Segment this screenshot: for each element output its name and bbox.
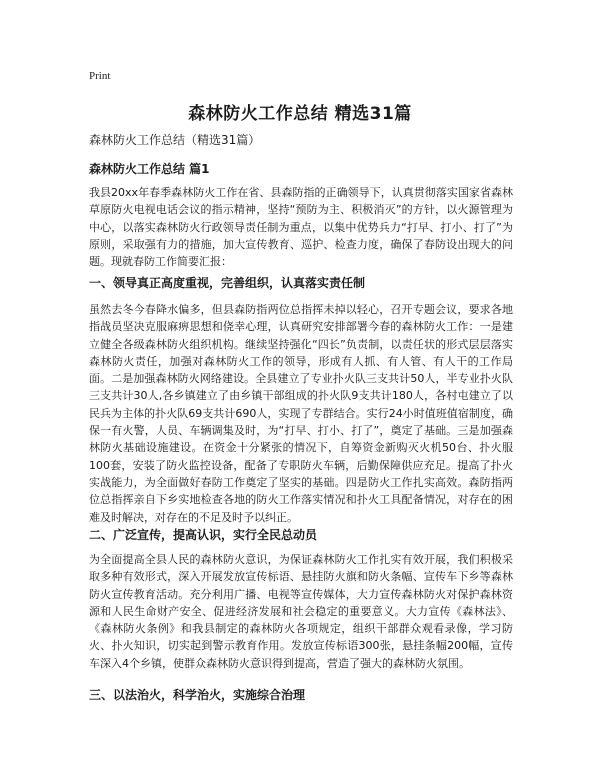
intro-paragraph: 我县20xx年春季森林防火工作在省、县森防指的正确领导下，认真贯彻落实国家省森林草原防火电视电话会议的指示精神，坚持“预防为主、积极消灭”的方针，以火源管理为中心，以落实森林防火行政领导责任制为重点，以集中优势兵力“打早、打小、打了”为原则，采取强有力的措施，加大宣传教育、巡护、检查力度，确保了春防设出现大的问题。现就春防工作简要汇报： (89, 186, 513, 269)
section-2-heading: 二、广泛宣传，提高认识，实行全民总动员 (89, 528, 318, 542)
print-label: Print (89, 70, 111, 82)
section-3-heading: 三、以法治火，科学治火，实施综合治理 (89, 688, 306, 702)
section-1-paragraph: 虽然去冬今春降水偏多，但县森防指两位总指挥未掉以轻心，召开专题会议，要求各地指战员坚决克服麻痹思想和侥幸心理，认真研究安排部署今春的森林防火工作：一是建立健全各级森林防火组织机构。继续坚持强化“四长”负责制，以责任状的形式层层落实森林防火责任，加强对森林防火工作的领导，形成有人抓、有人管、有人干的工作局面。二是加强森林防火网络建设。全县建立了专业扑火队三支共计50人，半专业扑火队三支共计30人,各乡镇建立了由乡镇干部组成的扑火队9支共计180人，各村屯建立了以民兵为主体的扑火队69支共计690人，实现了专群结合。实行24小时值班值宿制度，确保一有火警，人员、车辆调集及时，为“打早、打小、打了”，奠定了基础。三是加强森林防火基础设施建设。在资金十分紧张的情况下，自筹资金新购灭火机50台、扑火服100套，安装了防火监控设备，配备了专职防火车辆，后勤保障供应充足。提高了扑火实战能力，为全面做好春防工作奠定了坚实的基础。四是防火工作扎实高效。森防指两位总指挥亲自下乡实地检查各地的防火工作落实情况和扑火工具配备情况，对存在的困难及时解决，对存在的不足及时予以纠正。 (89, 303, 513, 524)
section-1-heading: 一、领导真正高度重视，完善组织，认真落实责任制 (89, 276, 366, 290)
document-subtitle: 森林防火工作总结（精选31篇） (89, 133, 261, 147)
document-title: 森林防火工作总结 精选31篇 (188, 104, 412, 124)
article-heading: 森林防火工作总结 篇1 (89, 162, 210, 176)
section-2-paragraph: 为全面提高全县人民的森林防火意识，为保证森林防火工作扎实有效开展，我们积极采取多种有效形式，深入开展发放宣传标语、悬挂防火旗和防火条幅、宣传车下乡等森林防火宣传教育活动。充分利用广播、电视等宣传媒体，大力宣传森林防火对保护森林资源和人民生命财产安全、促进经济发展和社会稳定的重要意义。大力宣传《森林法》、《森林防火条例》和我县制定的森林防火各项规定，组织干部群众观看录像，学习防火、扑火知识，切实起到警示教育作用。发放宣传标语300张，悬挂条幅200幅，宣传车深入4个乡镇，使群众森林防火意识得到提高，营造了强大的森林防火氛围。 (89, 553, 513, 670)
